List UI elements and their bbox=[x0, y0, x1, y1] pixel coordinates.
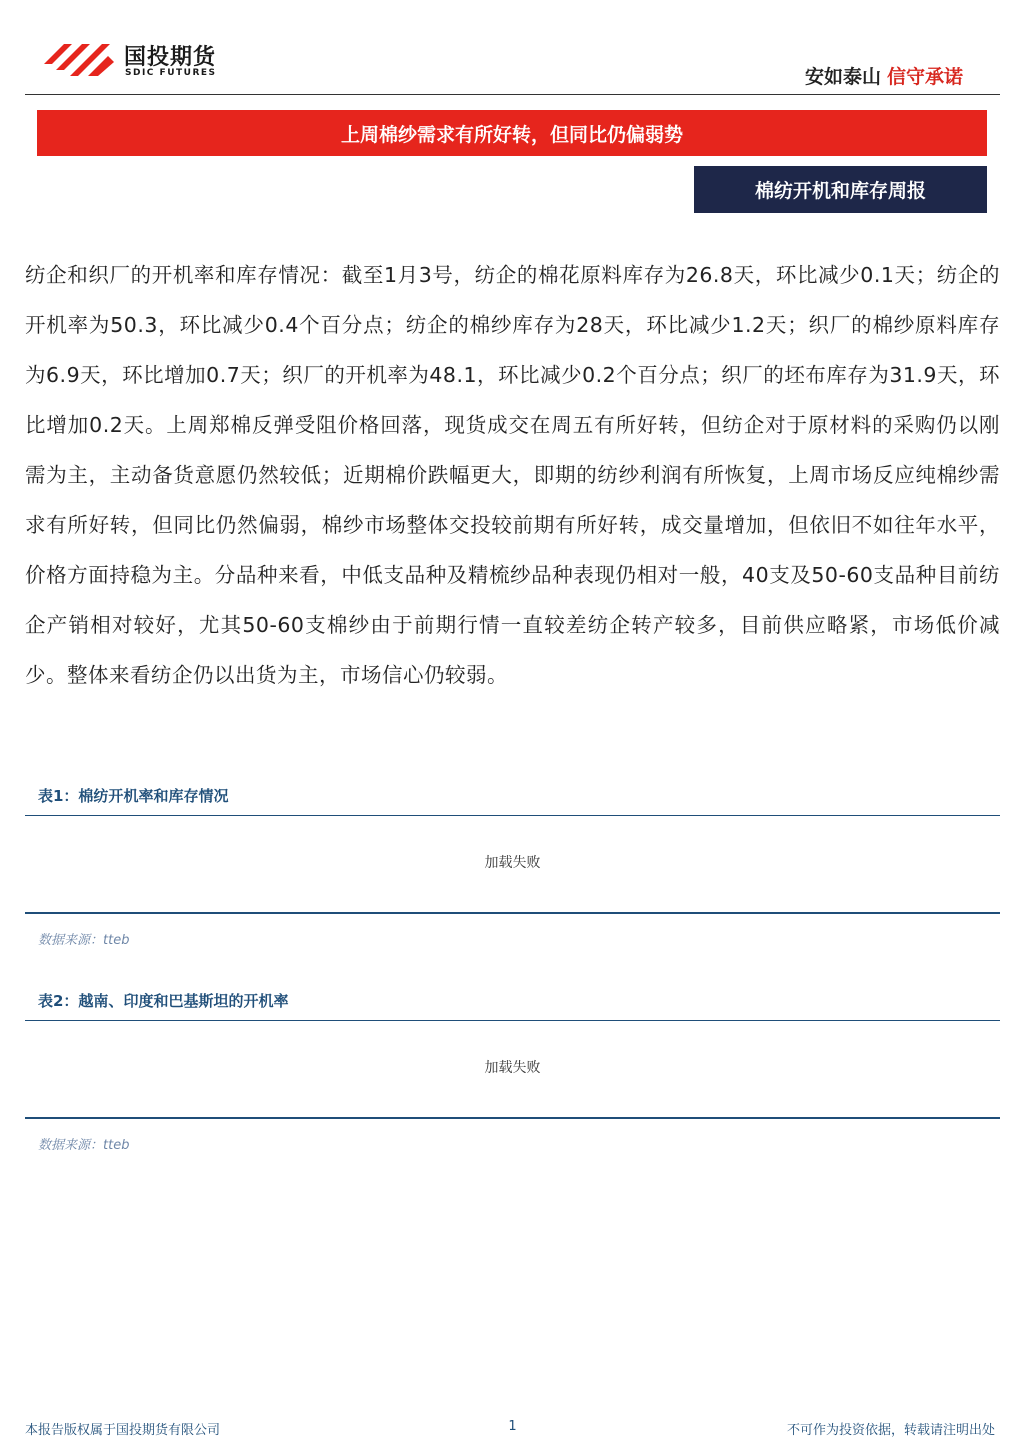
table-1-top-rule bbox=[25, 815, 1000, 816]
table-1-bottom-rule bbox=[25, 912, 1000, 914]
report-paragraph: 纺企和织厂的开机率和库存情况：截至1月3号，纺企的棉花原料库存为26.8天，环比减少0.1天；纺企的开机率为50.3，环比减少0.4个百分点；纺企的棉纱库存为28天，环比减少1.2天；织厂的棉纱原料库存为6.9天，环比增加0.7天；织厂的开机率为48.1，环比减少0.2个百分点；织厂的坯布库存为31.9天，环比增加0.2天。上周郑棉反弹受阻价格回落，现货成交在周五有所好转，但纺企对于原材料的采购仍以刚需为主，主动备货意愿仍然较低；近期棉价跌幅更大，即期的纺纱利润有所恢复，上周市场反应纯棉纱需求有所好转，但同比仍然偏弱，棉纱市场整体交投较前期有所好转，成交量增加，但依旧不如往年水平，价格方面持稳为主。分品种来看，中低支品种及精梳纱品种表现仍相对一般，40支及50-60支品种目前纺企产销相对较好，尤其50-60支棉纱由于前期行情一直较差纺企转产较多，目前供应略紧，市场低价减少。整体来看纺企仍以出货为主，市场信心仍较弱。 bbox=[25, 263, 1000, 687]
table-1-load-failed: 加载失败 bbox=[484, 855, 541, 871]
logo-english-name: SDIC FUTURES bbox=[125, 68, 217, 78]
logo-chinese-name: 国投期货 bbox=[124, 45, 217, 70]
table-2-top-rule bbox=[25, 1020, 1000, 1021]
slogan-part-2: 信守承诺 bbox=[886, 66, 963, 88]
company-logo bbox=[42, 38, 242, 82]
table-2-load-failed: 加载失败 bbox=[484, 1060, 541, 1076]
page-number: 1 bbox=[508, 1419, 517, 1434]
header-divider bbox=[25, 94, 1000, 95]
header-slogan bbox=[805, 62, 963, 89]
footer-copyright: 本报告版权属于国投期货有限公司 bbox=[25, 1423, 221, 1438]
headline-banner: 上周棉纱需求有所好转，但同比仍偏弱势 bbox=[37, 110, 987, 156]
logo-mark-icon bbox=[42, 42, 116, 78]
footer-disclaimer: 不可作为投资依据，转载请注明出处 bbox=[786, 1423, 995, 1438]
table-1-title: 表1：棉纺开机率和库存情况 bbox=[38, 787, 229, 805]
table-2-title: 表2：越南、印度和巴基斯坦的开机率 bbox=[38, 992, 289, 1010]
table-1-source: 数据来源：tteb bbox=[38, 933, 130, 948]
table-2-bottom-rule bbox=[25, 1117, 1000, 1119]
table-2-source: 数据来源：tteb bbox=[38, 1138, 130, 1153]
section-label-box: 棉纺开机和库存周报 bbox=[694, 166, 987, 213]
slogan-part-1: 安如泰山 bbox=[804, 66, 881, 88]
